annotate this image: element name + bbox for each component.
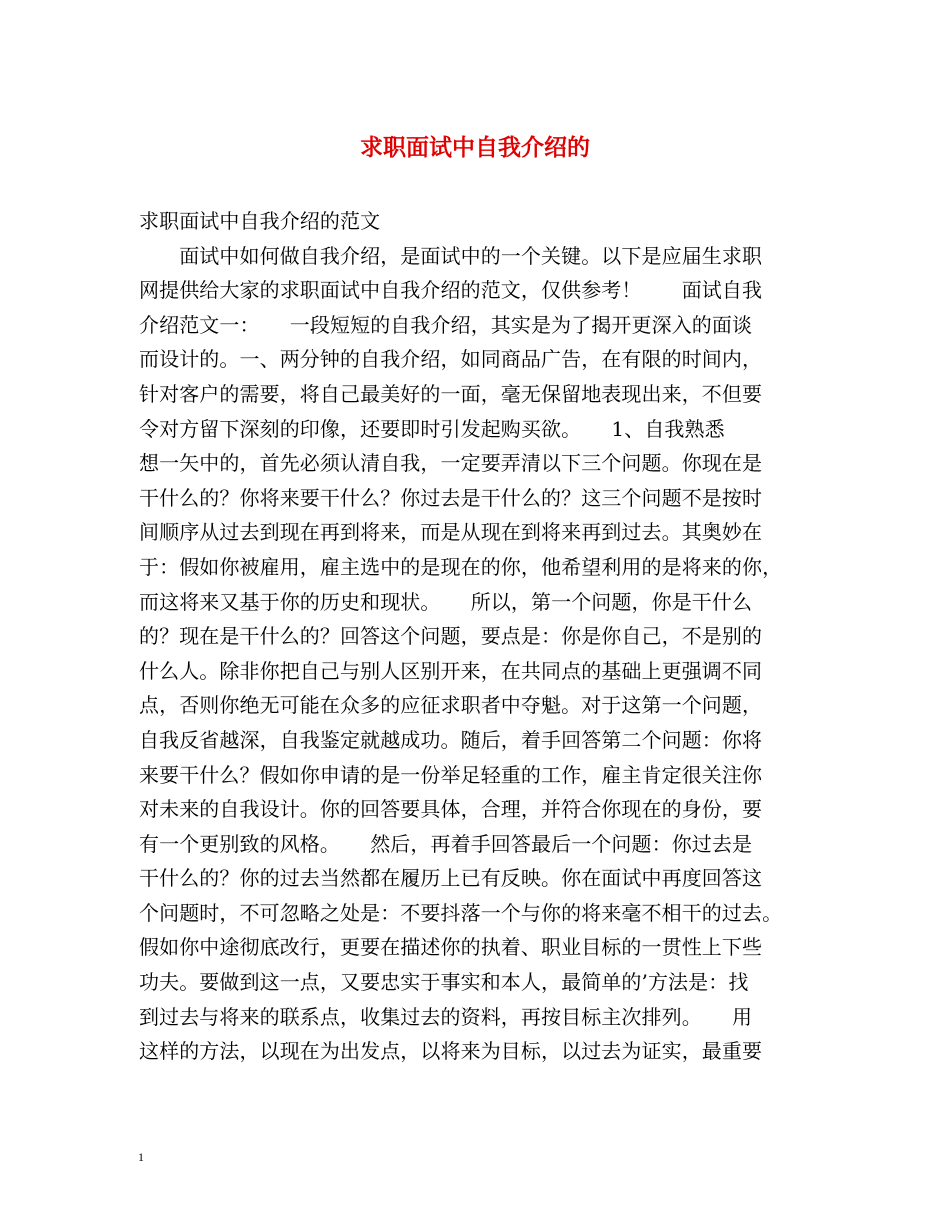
- body-line: 功夫。要做到这一点，又要忠实于事实和本人，最简单的’方法是：找: [139, 970, 749, 995]
- body-line: 而设计的。一、两分钟的自我介绍，如同商品广告，在有限的时间内，: [139, 347, 763, 372]
- body-line: 间顺序从过去到现在再到将来，而是从现在到将来再到过去。其奥妙在: [139, 520, 763, 545]
- document-body: [139, 204, 829, 1069]
- body-line: 到过去与将来的联系点，收集过去的资料，再按目标主次排列。 用: [139, 1004, 753, 1029]
- body-line: 这样的方法，以现在为出发点，以将来为目标，以过去为证实，最重要: [139, 1039, 763, 1064]
- body-line: 有一个更别致的风格。 然后，再着手回答最后一个问题：你过去是: [139, 831, 753, 856]
- body-line: 针对客户的需要，将自己最美好的一面，毫无保留地表现出来，不但要: [139, 381, 763, 406]
- body-line: 想一矢中的，首先必须认清自我，一定要弄清以下三个问题。你现在是: [139, 451, 763, 476]
- body-line: 个问题时，不可忽略之处是：不要抖落一个与你的将来毫不相干的过去。: [139, 900, 783, 925]
- body-line: 求职面试中自我介绍的范文: [139, 209, 381, 233]
- body-line: 于：假如你被雇用，雇主选中的是现在的你，他希望利用的是将来的你，: [139, 554, 783, 579]
- body-line: 干什么的？你将来要干什么？你过去是干什么的？这三个问题不是按时: [139, 485, 763, 510]
- body-line: 假如你中途彻底改行，更要在描述你的执着、职业目标的一贯性上下些: [139, 935, 763, 960]
- page-number: 1: [138, 1150, 144, 1164]
- body-line: 对未来的自我设计。你的回答要具体，合理，并符合你现在的身份，要: [139, 797, 763, 822]
- body-line: 面试中如何做自我介绍，是面试中的一个关键。以下是应届生求职: [139, 243, 763, 268]
- body-line: 点，否则你绝无可能在众多的应征求职者中夺魁。对于这第一个问题，: [139, 693, 763, 718]
- body-line: 网提供给大家的求职面试中自我介绍的范文，仅供参考！ 面试自我: [139, 278, 763, 303]
- body-line: 令对方留下深刻的印像，还要即时引发起购买欲。 1、自我熟悉: [139, 416, 725, 441]
- body-line: 什么人。除非你把自己与别人区别开来，在共同点的基础上更强调不同: [139, 658, 763, 683]
- document-title: 求职面试中自我介绍的: [360, 134, 590, 161]
- body-line: 而这将来又基于你的历史和现状。 所以，第一个问题，你是干什么: [139, 589, 753, 614]
- body-line: 来要干什么？假如你申请的是一份举足轻重的工作，雇主肯定很关注你: [139, 762, 763, 787]
- body-line: 介绍范文一： 一段短短的自我介绍，其实是为了揭开更深入的面谈: [139, 312, 753, 337]
- body-line: 自我反省越深，自我鉴定就越成功。随后，着手回答第二个问题：你将: [139, 727, 763, 752]
- body-line: 干什么的？你的过去当然都在履历上已有反映。你在面试中再度回答这: [139, 866, 763, 891]
- body-line: 的？现在是干什么的？回答这个问题，要点是：你是你自己，不是别的: [139, 624, 763, 649]
